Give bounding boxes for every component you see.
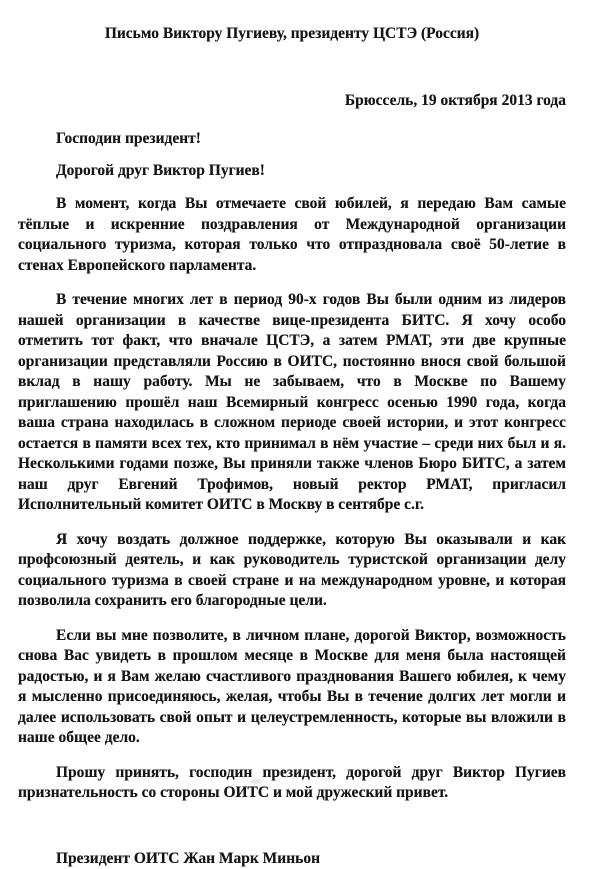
letter-dateline: Брюссель, 19 октября 2013 года — [18, 91, 566, 111]
salutation-president: Господин президент! — [56, 129, 566, 150]
signature-line: Президент ОИТС Жан Марк Миньон — [56, 849, 566, 869]
letter-paragraph-congratulations: В момент, когда Вы отмечаете свой юбилей, я передаю Вам самые тёплые и искренние поздравления от Международной организации социального туризма, которая только что отпраздновала своё 50-летие в стенах Европейского парламента. — [18, 194, 566, 276]
letter-paragraph-tribute: Я хочу воздать должное поддержке, которую Вы оказывали и как профсоюзный деятель, и как руководитель туристской организации делу социального туризма в своей стране и на международном уровне, и которая позволила сохранить его благородные цели. — [18, 530, 566, 612]
letter-title: Письмо Виктору Пугиеву, президенту ЦСТЭ (Россия) — [18, 0, 566, 44]
scan-smudge-artifact — [250, 779, 262, 784]
salutation-friend: Дорогой друг Виктор Пугиев! — [56, 161, 566, 182]
letter-paragraph-personal: Если вы мне позволите, в личном плане, дорогой Виктор, возможность снова Вас увидеть в прошлом месяце в Москве для меня была настоящей радостью, и я Вам желаю счастливого празднования Вашего юбилея, к чему я мысленно присоединяюсь, желая, чтобы Вы в течение долгих лет могли и далее использовать свой опыт и целеустремленность, которые вы вложили в наше общее дело. — [18, 626, 566, 749]
letter-paragraph-closing: Прошу принять, господин президент, дорогой друг Виктор Пугиев признательность со стороны ОИТС и мой дружеский привет. — [18, 763, 566, 804]
letter-paragraph-history: В течение многих лет в период 90-х годов Вы были одним из лидеров нашей организации в качестве вице-президента БИТС. Я хочу особо отметить тот факт, что вначале ЦСТЭ, а затем РМАТ, эти две крупные организации представляли Россию в ОИТС, постоянно внося свой большой вклад в нашу работу. Мы не забываем, что в Москве по Вашему приглашению прошёл наш Всемирный конгресс осенью 1990 года, когда ваша страна находилась в сложном периоде своей истории, и этот конгресс остается в памяти всех тех, кто принимал в нём участие – среди них был и я. Несколькими годами позже, Вы приняли также членов Бюро БИТС, а затем наш друг Евгений Трофимов, новый ректор РМАТ, пригласил Исполнительный комитет ОИТС в Москву в сентябре с.г. — [18, 290, 566, 516]
